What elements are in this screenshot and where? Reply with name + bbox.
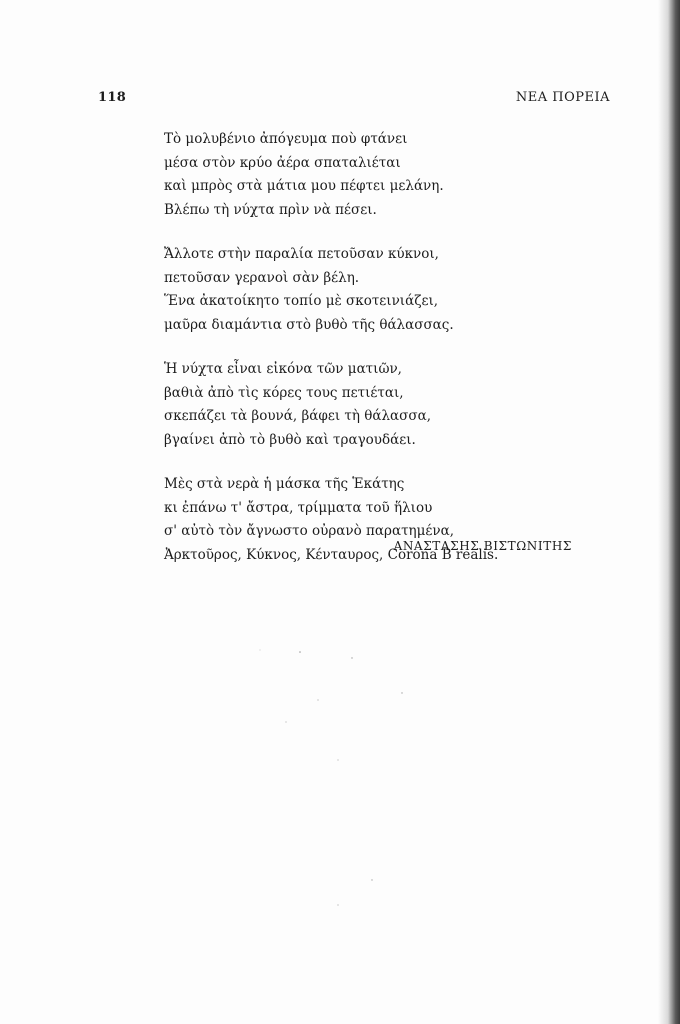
poem-line: κι ἐπάνω τ' ἄστρα, τρίμματα τοῦ ἥλιου [164, 499, 433, 516]
poem-line: βγαίνει ἀπὸ τὸ βυθὸ καὶ τραγουδάει. [164, 431, 416, 448]
poem-line: καὶ μπρὸς στὰ μάτια μου πέφτει μελάνη. [164, 178, 444, 194]
poem-line: Ἕνα ἀκατοίκητο τοπίο μὲ σκοτεινιάζει, [164, 293, 439, 309]
poem-line: Ἡ νύχτα εἶναι εἰκόνα τῶν ματιῶν, [164, 361, 402, 377]
poem-line: πετοῦσαν γερανοὶ σὰν βέλη. [164, 269, 360, 286]
poem-line: Ἄλλοτε στὴν παραλία πετοῦσαν κύκνοι, [164, 246, 439, 262]
stanza-3 [164, 358, 584, 452]
poem-line: σκεπάζει τὰ βουνά, βάφει τὴ θάλασσα, [164, 408, 432, 424]
poem-line: Ἀρκτοῦρος, Κύκνος, Κένταυρος, Corona B realis. [164, 546, 499, 563]
stanza-1 [164, 128, 584, 222]
poem [164, 128, 584, 588]
poem-line: μέσα στὸν κρύο ἀέρα σπαταλιέται [164, 154, 401, 171]
poem-line: Βλέπω τὴ νύχτα πρὶν νὰ πέσει. [164, 201, 377, 218]
stanza-2 [164, 243, 584, 337]
poem-line: βαθιὰ ἀπὸ τὶς κόρες τους πετιέται, [164, 384, 404, 401]
page-number: 118 [98, 90, 127, 105]
poem-line: Μὲς στὰ νερὰ ἡ μάσκα τῆς Ἑκάτης [164, 476, 405, 492]
author-signature: ΑΝΑΣΤΑΣΗΣ ΒΙΣΤΩΝΙΤΗΣ [393, 539, 572, 553]
poem-line: μαῦρα διαμάντια στὸ βυθὸ τῆς θάλασσας. [164, 316, 454, 333]
running-head-journal-title: ΝΕΑ ΠΟΡΕΙΑ [515, 90, 610, 105]
page-gutter-shadow [658, 0, 680, 1024]
poem-line: σ' αὐτὸ τὸν ἄγνωστο οὐρανὸ παρατημένα, [164, 523, 455, 539]
poem-line: Τὸ μολυβένιο ἀπόγευμα ποὺ φτάνει [164, 131, 408, 147]
